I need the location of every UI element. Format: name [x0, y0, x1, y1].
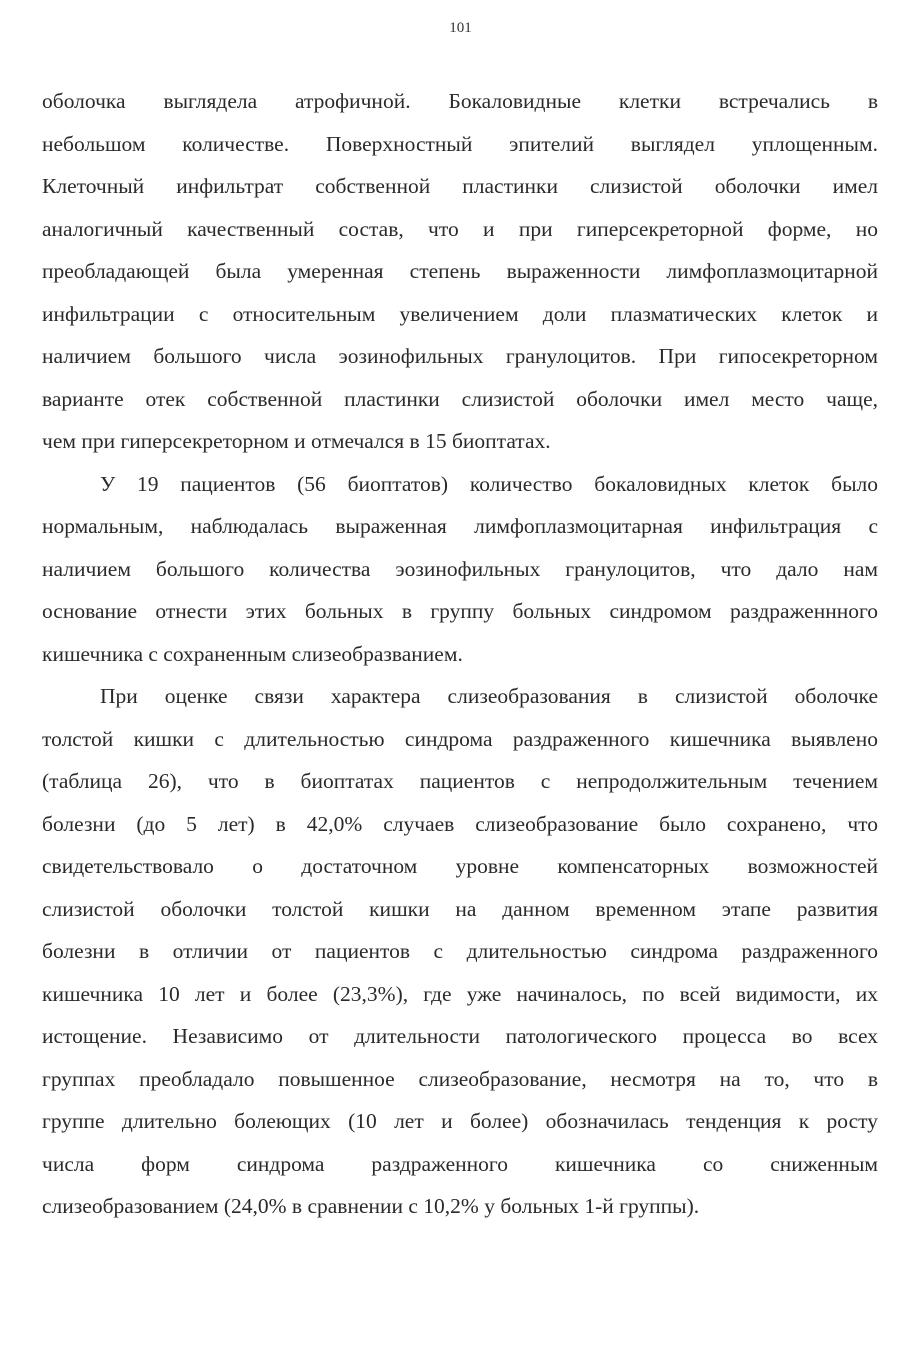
text-line: слизеобразованием (24,0% в сравнении с 10,2% у больных 1-й группы). [42, 1194, 700, 1218]
text-line: варианте отек собственной пластинки слизистой оболочки имел место чаще, [42, 386, 878, 411]
text-line: наличием большого числа эозинофильных гранулоцитов. При гипосекреторном [42, 344, 878, 368]
text-line: истощение. Независимо от длительности патологического процесса во всех [42, 1024, 878, 1048]
text-line: кишечника 10 лет и более (23,3%), где уже начиналось, по всей видимости, их [42, 981, 878, 1006]
text-line: У 19 пациентов (56 биоптатов) количество бокаловидных клеток было [100, 471, 878, 496]
text-line: (таблица 26), что в биоптатах пациентов с непродолжительным течением [42, 769, 878, 793]
body-text [42, 80, 878, 1228]
text-line: болезни в отличии от пациентов с длительностью синдрома раздраженного [42, 939, 878, 963]
text-line: числа форм синдрома раздраженного кишечника со сниженным [42, 1151, 878, 1176]
text-line: кишечника с сохраненным слизеобразванием. [42, 641, 463, 666]
text-line: группе длительно болеющих (10 лет и более) обозначилась тенденция к росту [42, 1109, 878, 1133]
text-line: чем при гиперсекреторном и отмечался в 15 биоптатах. [42, 429, 551, 453]
text-line: слизистой оболочки толстой кишки на данном временном этапе развития [42, 896, 878, 921]
text-line: нормальным, наблюдалась выраженная лимфоплазмоцитарная инфильтрация с [42, 514, 878, 538]
text-line: аналогичный качественный состав, что и при гиперсекреторной форме, но [42, 216, 878, 241]
text-line: Клеточный инфильтрат собственной пластинки слизистой оболочки имел [42, 174, 878, 198]
text-line: небольшом количестве. Поверхностный эпителий выглядел уплощенным. [42, 131, 878, 156]
text-line: толстой кишки с длительностью синдрома раздраженного кишечника выявлено [42, 726, 878, 751]
text-line: преобладающей была умеренная степень выраженности лимфоплазмоцитарной [42, 259, 878, 283]
text-line: инфильтрации с относительным увеличением доли плазматических клеток и [42, 301, 878, 326]
text-line: оболочка выглядела атрофичной. Бокаловидные клетки встречались в [42, 89, 878, 113]
text-line: основание отнести этих больных в группу больных синдромом раздраженнного [42, 599, 878, 623]
text-line: наличием большого количества эозинофильных гранулоцитов, что дало нам [42, 556, 878, 581]
text-line: болезни (до 5 лет) в 42,0% случаев слизеобразование было сохранено, что [42, 811, 878, 836]
text-line: При оценке связи характера слизеобразования в слизистой оболочке [100, 684, 878, 708]
page-number: 101 [449, 20, 472, 36]
text-line: свидетельствовало о достаточном уровне компенсаторных возможностей [42, 854, 878, 878]
text-line: группах преобладало повышенное слизеобразование, несмотря на то, что в [42, 1066, 878, 1091]
